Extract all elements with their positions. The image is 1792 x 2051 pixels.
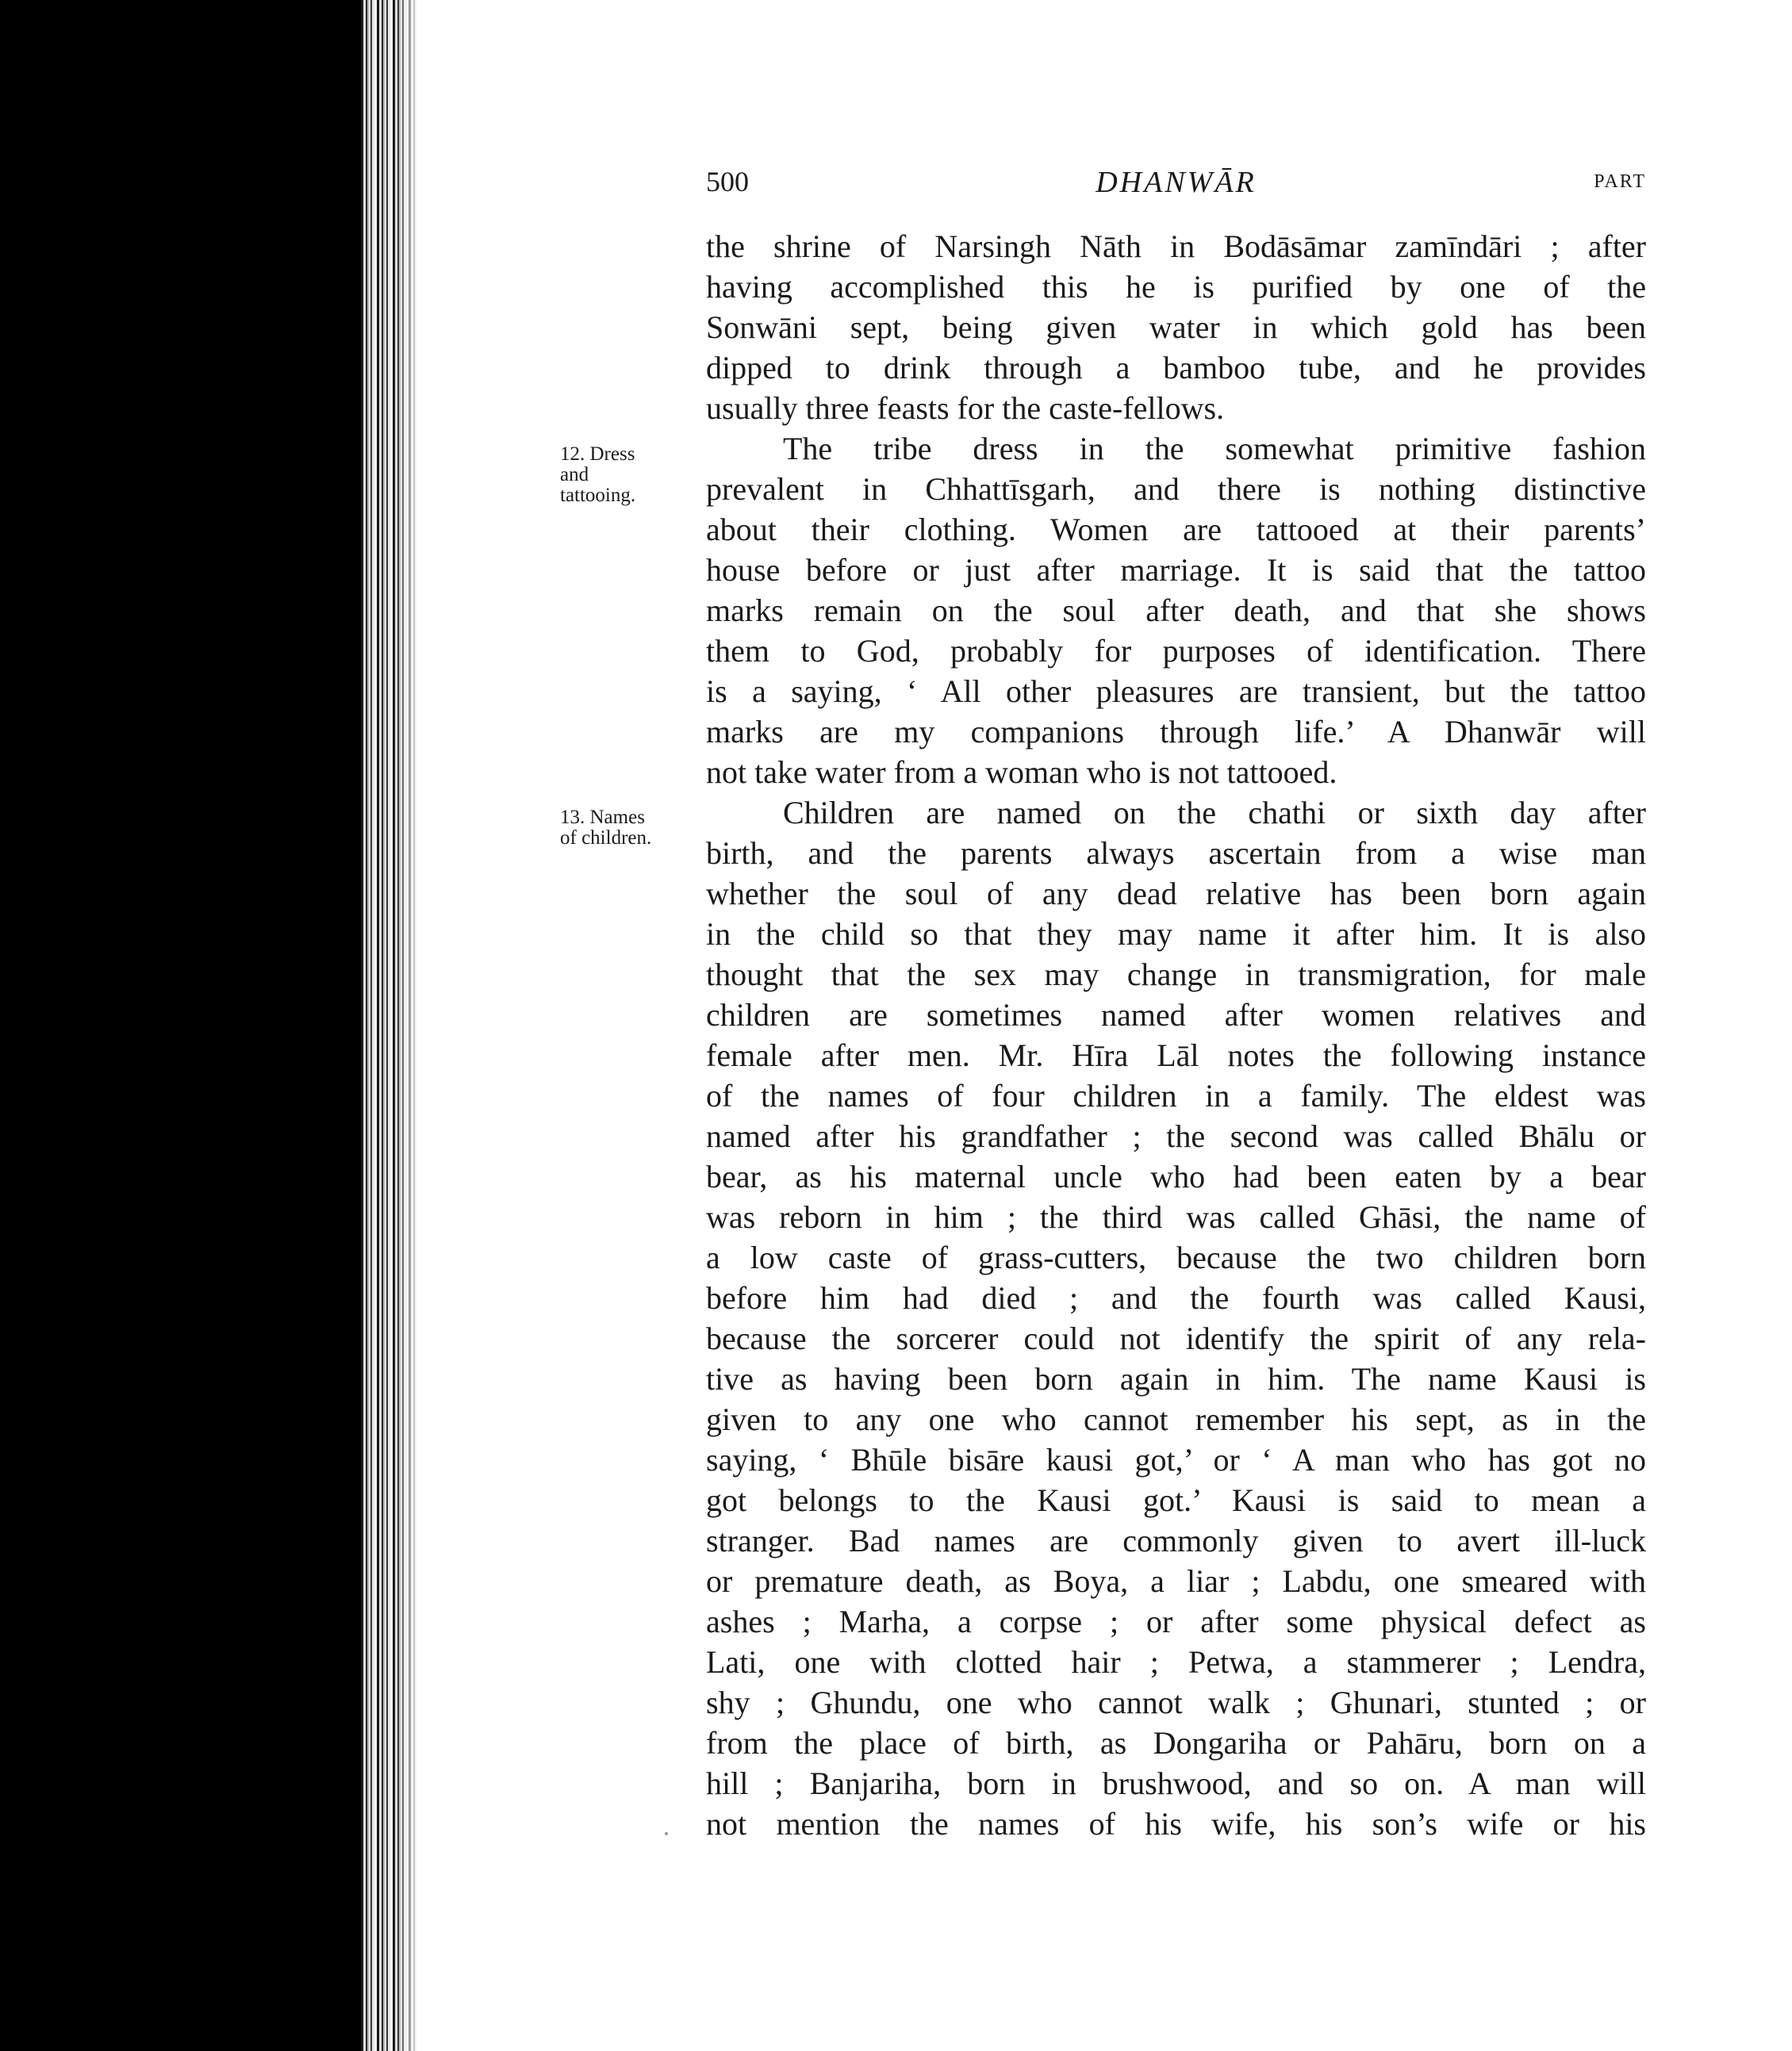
text-line: stranger. Bad names are commonly given to avert ill-luck [706, 1523, 1646, 1558]
sidenote-dress-and-tattooing [560, 444, 695, 506]
text-line: marks are my companions through life.’ A Dhanwār will [706, 714, 1646, 749]
text-line: tive as having been born again in him. The name Kausi is [706, 1361, 1646, 1397]
text-line: whether the soul of any dead relative has been born again [706, 876, 1646, 911]
sidenote-line: 12. Dress [560, 443, 635, 465]
text-line: dipped to drink through a bamboo tube, and he provides [706, 350, 1646, 385]
text-line: is a saying, ‘ All other pleasures are transient, but the tattoo [706, 673, 1646, 709]
text-line: prevalent in Chhattīsgarh, and there is nothing distinctive [706, 471, 1646, 507]
text-line: before him had died ; and the fourth was called Kausi, [706, 1280, 1646, 1316]
text-line: usually three feasts for the caste-fellows. [706, 390, 1225, 426]
text-line: marks remain on the soul after death, and that she shows [706, 592, 1646, 628]
text-line: shy ; Ghundu, one who cannot walk ; Ghunari, stunted ; or [706, 1685, 1646, 1720]
text-line: from the place of birth, as Dongariha or Pahāru, born on a [706, 1725, 1646, 1761]
sidenote-line: tattooing. [560, 485, 636, 506]
sidenote-line: of children. [560, 827, 652, 849]
text-line: because the sorcerer could not identify the spirit of any rela- [706, 1321, 1646, 1356]
text-line: Lati, one with clotted hair ; Petwa, a stammerer ; Lendra, [706, 1644, 1646, 1680]
body-text [706, 226, 1646, 1844]
text-line: house before or just after marriage. It is said that the tattoo [706, 552, 1646, 588]
text-line: named after his grandfather ; the second was called Bhālu or [706, 1118, 1646, 1154]
sidenote-line: and [560, 464, 589, 485]
text-line: got belongs to the Kausi got.’ Kausi is said to mean a [706, 1482, 1646, 1518]
text-line: a low caste of grass-cutters, because the two children born [706, 1240, 1646, 1275]
sidenote-names-of-children [560, 807, 695, 849]
text-line: not mention the names of his wife, his son’s wife or his [706, 1806, 1646, 1842]
ink-speck [665, 1832, 668, 1835]
text-line: them to God, probably for purposes of identification. There [706, 633, 1646, 669]
text-line: birth, and the parents always ascertain from a wise man [706, 835, 1646, 871]
scan-black-margin [0, 0, 361, 2051]
binding-shadow [397, 0, 420, 2051]
sidenote-line: 13. Names [560, 807, 645, 828]
text-line: of the names of four children in a family. The eldest was [706, 1078, 1646, 1114]
page-header [706, 165, 1646, 209]
text-line: was reborn in him ; the third was called Ghāsi, the name of [706, 1199, 1646, 1235]
text-line: Sonwāni sept, being given water in which gold has been [706, 309, 1646, 345]
text-line: saying, ‘ Bhūle bisāre kausi got,’ or ‘ A man who has got no [706, 1442, 1646, 1478]
paragraph-start-line: The tribe dress in the somewhat primitive fashion [783, 431, 1646, 466]
text-line: given to any one who cannot remember his sept, as in the [706, 1401, 1646, 1437]
text-line: or premature death, as Boya, a liar ; Labdu, one smeared with [706, 1563, 1646, 1599]
text-line: children are sometimes named after women relatives and [706, 997, 1646, 1033]
text-line: bear, as his maternal uncle who had been eaten by a bear [706, 1159, 1646, 1194]
text-line: in the child so that they may name it after him. It is also [706, 916, 1646, 952]
text-line: ashes ; Marha, a corpse ; or after some physical defect as [706, 1604, 1646, 1639]
text-line: thought that the sex may change in transmigration, for male [706, 956, 1646, 992]
text-line: having accomplished this he is purified by one of the [706, 269, 1646, 305]
page-number: 500 [706, 166, 749, 197]
text-line: hill ; Banjariha, born in brushwood, and so on. A man will [706, 1765, 1646, 1801]
part-label: PART [1594, 171, 1646, 192]
text-line: female after men. Mr. Hīra Lāl notes the following instance [706, 1037, 1646, 1073]
text-line: not take water from a woman who is not tattooed. [706, 754, 1337, 790]
paragraph-start-line: Children are named on the chathi or sixth day after [783, 795, 1646, 830]
running-title: DHANWĀR [1096, 166, 1257, 199]
text-line: about their clothing. Women are tattooed at their parents’ [706, 512, 1646, 547]
text-line: the shrine of Narsingh Nāth in Bodāsāmar zamīndāri ; after [706, 228, 1646, 264]
